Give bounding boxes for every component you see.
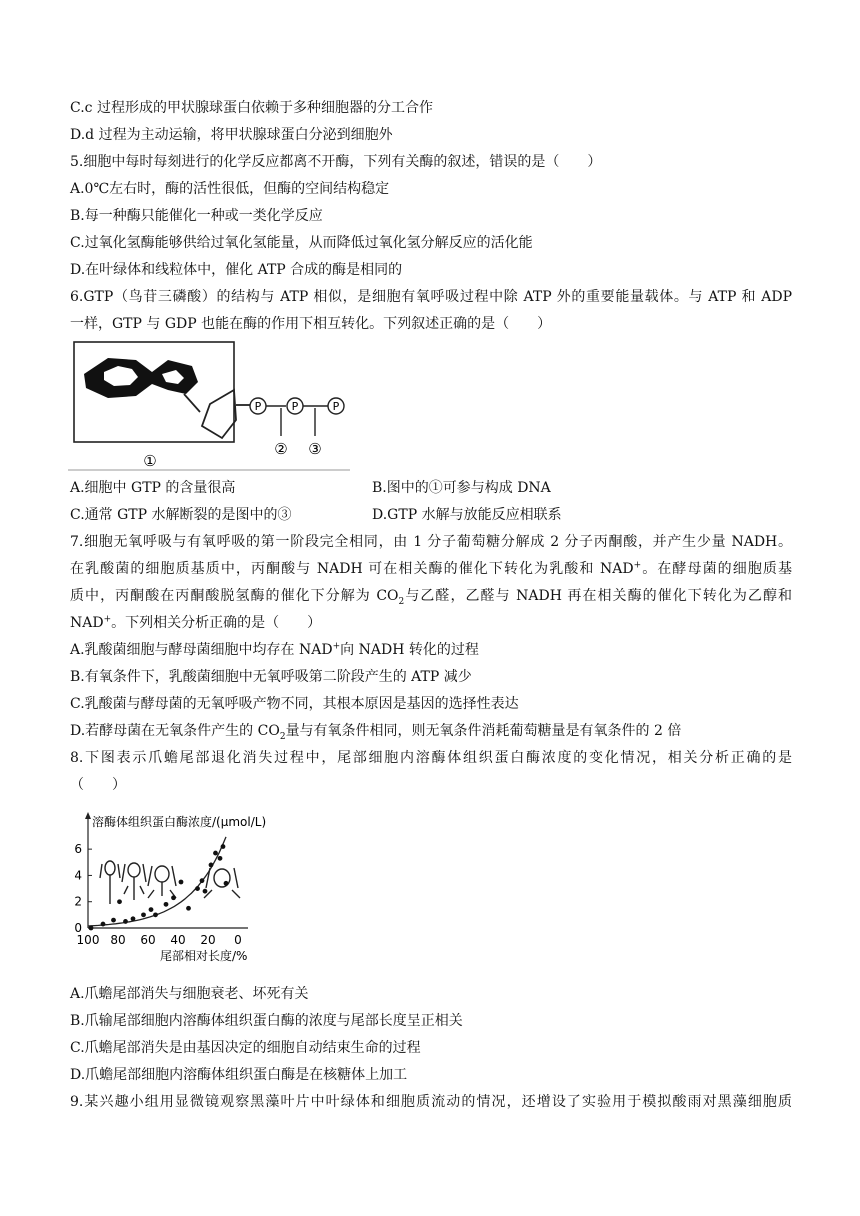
phosphate-3-label: P xyxy=(332,400,340,413)
data-point xyxy=(131,916,136,921)
gtp-structure-figure xyxy=(68,338,358,474)
data-point xyxy=(218,856,223,861)
data-point xyxy=(153,912,158,917)
q4-option-c: C.c 过程形成的甲状腺球蛋白依赖于多种细胞器的分工合作 xyxy=(70,100,433,116)
data-point xyxy=(224,881,229,886)
data-point xyxy=(164,902,169,907)
data-point xyxy=(203,889,208,894)
x-tick-label: 20 xyxy=(200,933,216,947)
q5-stem: 5.细胞中每时每刻进行的化学反应都离不开酶，下列有关酶的叙述，错误的是（ ） xyxy=(70,154,602,170)
x-axis-label: 尾部相对长度/% xyxy=(160,949,248,963)
structure-label-1: ① xyxy=(143,452,157,470)
data-point xyxy=(89,926,94,931)
x-tick-label: 80 xyxy=(110,933,126,947)
q6-stem-line1: 6.GTP（鸟苷三磷酸）的结构与 ATP 相似，是细胞有氧呼吸过程中除 ATP 外的重要能量载体。与 ATP 和 ADP xyxy=(70,289,792,305)
y-tick-label: 6 xyxy=(74,842,82,857)
y-tick-label: 0 xyxy=(74,921,82,935)
data-point xyxy=(123,919,128,924)
q6-option-c: C.通常 GTP 水解断裂的是图中的③ xyxy=(70,507,292,523)
cathepsin-chart-svg xyxy=(70,806,320,970)
q7-option-a: A.乳酸菌细胞与酵母菌细胞中均存在 NAD+向 NADH 转化的过程 xyxy=(70,641,479,658)
data-point xyxy=(171,895,176,900)
q8-option-c: C.爪蟾尾部消失是由基因决定的细胞自动结束生命的过程 xyxy=(70,1040,421,1056)
q8-stem-line1: 8.下图表示爪蟾尾部退化消失过程中，尾部细胞内溶酶体组织蛋白酶浓度的变化情况，相关分析正确的是 xyxy=(70,750,792,766)
bond-label-2: ② xyxy=(274,440,288,458)
phosphate-2-label: P xyxy=(291,400,299,413)
data-point xyxy=(195,886,200,891)
q7-stem-line3: 质中，丙酮酸在丙酮酸脱氢酶的催化下分解为 $CO_2$与乙醛，乙醛与 NADH 再在相关酶的催化下转化为乙醇和 xyxy=(70,588,792,607)
cathepsin-chart xyxy=(70,806,320,970)
data-point xyxy=(179,880,184,885)
tadpole-stage-3 xyxy=(148,866,176,898)
y-axis-arrow xyxy=(85,812,91,819)
q4-option-d: D.d 过程为主动运输，将甲状腺球蛋白分泌到细胞外 xyxy=(70,127,393,143)
q7-stem-line2: 在乳酸菌的细胞质基质中，丙酮酸与 NADH 可在相关酶的催化下转化为乳酸和 NAD+。在酵母菌的细胞质基 xyxy=(70,560,793,577)
x-tick-label: 40 xyxy=(170,933,186,947)
data-point xyxy=(111,918,116,923)
x-tick-label: 60 xyxy=(140,933,156,947)
phosphate-1-label: P xyxy=(254,400,262,413)
data-point xyxy=(200,878,205,883)
tadpole-stage-illustrations xyxy=(100,861,240,904)
guanine-base-shape xyxy=(84,358,198,398)
bond-label-3: ③ xyxy=(308,440,322,458)
trend-curve xyxy=(88,837,226,926)
q6-option-b: B.图中的①可参与构成 DNA xyxy=(372,480,551,496)
y-tick-label: 4 xyxy=(74,868,82,883)
q7-option-d: D.若酵母菌在无氧条件产生的 $CO_2$量与有氧条件相同，则无氧条件消耗葡萄糖量是有氧条件的 2 倍 xyxy=(70,723,682,742)
ribose-ring-shape xyxy=(202,390,236,438)
q7-stem-line4: NAD+。下列相关分析正确的是（ ） xyxy=(70,614,322,631)
q7-option-c: C.乳酸菌与酵母菌的无氧呼吸产物不同，其根本原因是基因的选择性表达 xyxy=(70,696,519,712)
x-tick-label: 100 xyxy=(76,933,100,947)
tadpole-stage-4 xyxy=(204,868,240,898)
y-axis-label: 溶酶体组织蛋白酶浓度/(μmol/L) xyxy=(92,815,267,829)
q5-option-c: C.过氧化氢酶能够供给过氧化氢能量，从而降低过氧化氢分解反应的活化能 xyxy=(70,235,533,251)
x-tick-label: 0 xyxy=(234,933,242,947)
data-point xyxy=(117,899,122,904)
q6-option-a: A.细胞中 GTP 的含量很高 xyxy=(70,480,236,496)
q8-option-d: D.爪蟾尾部细胞内溶酶体组织蛋白酶是在核糖体上加工 xyxy=(70,1067,408,1083)
data-point xyxy=(213,851,218,856)
data-point xyxy=(149,907,154,912)
q9-stem-line1: 9.某兴趣小组用显微镜观察黑藻叶片中叶绿体和细胞质流动的情况，还增设了实验用于模拟酸雨对黑藻细胞质 xyxy=(70,1094,792,1110)
data-point xyxy=(141,912,146,917)
q5-option-a: A.0℃左右时，酶的活性很低，但酶的空间结构稳定 xyxy=(70,181,390,197)
q6-option-d: D.GTP 水解与放能反应相联系 xyxy=(372,507,562,523)
data-point xyxy=(186,906,191,911)
q6-stem-line2: 一样，GTP 与 GDP 也能在酶的作用下相互转化。下列叙述正确的是（ ） xyxy=(70,316,552,332)
data-point xyxy=(101,922,106,927)
data-point xyxy=(221,844,226,849)
q8-option-b: B.爪输尾部细胞内溶酶体组织蛋白酶的浓度与尾部长度呈正相关 xyxy=(70,1013,463,1029)
q8-stem-line2: （ ） xyxy=(70,777,126,793)
q8-option-a: A.爪蟾尾部消失与细胞衰老、坏死有关 xyxy=(70,986,309,1002)
y-tick-label: 2 xyxy=(74,894,82,909)
q7-stem-line1: 7.细胞无氧呼吸与有氧呼吸的第一阶段完全相同，由 1 分子葡萄糖分解成 2 分子丙酮酸，并产生少量 NADH。 xyxy=(70,534,792,550)
tadpole-stage-1 xyxy=(100,861,120,904)
tadpole-stage-2 xyxy=(122,863,146,900)
q5-option-d: D.在叶绿体和线粒体中，催化 ATP 合成的酶是相同的 xyxy=(70,262,403,278)
data-point xyxy=(209,863,214,868)
q5-option-b: B.每一种酶只能催化一种或一类化学反应 xyxy=(70,208,323,224)
q7-option-b: B.有氧条件下，乳酸菌细胞中无氧呼吸第二阶段产生的 ATP 减少 xyxy=(70,669,472,685)
